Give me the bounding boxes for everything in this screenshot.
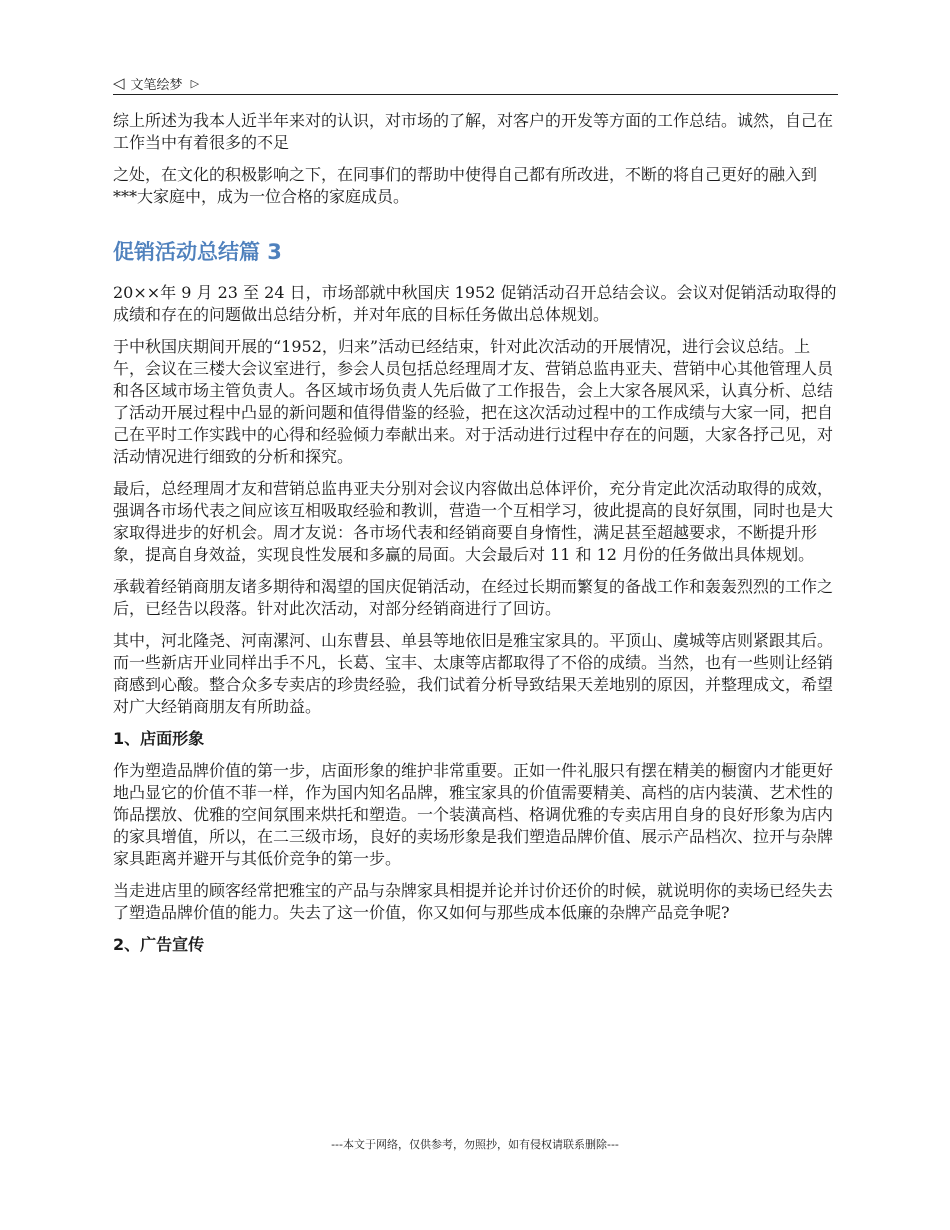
section-title: 促销活动总结篇 3	[113, 240, 282, 264]
subsection-title: 1、店面形象	[113, 729, 205, 748]
paragraph: 承载着经销商朋友诸多期待和渴望的国庆促销活动，在经过长期而繁复的备战工作和轰轰烈烈的工作之后，已经告以段落。针对此次活动，对部分经销商进行了回访。	[113, 577, 834, 618]
paragraph: 20××年 9 月 23 至 24 日，市场部就中秋国庆 1952 促销活动召开总结会议。会议对促销活动取得的成绩和存在的问题做出总结分析，并对年底的目标任务做出总体规划。	[113, 283, 837, 324]
paragraph: 综上所述为我本人近半年来对的认识，对市场的了解，对客户的开发等方面的工作总结。诚然，自己在工作当中有着很多的不足	[113, 111, 834, 152]
paragraph: 当走进店里的顾客经常把雅宝的产品与杂牌家具相提并论并讨价还价的时候，就说明你的卖场已经失去了塑造品牌价值的能力。失去了这一价值，你又如何与那些成本低廉的杂牌产品竞争呢?	[113, 881, 834, 922]
page-header	[113, 72, 838, 95]
triangle-left-icon: ◁	[113, 73, 125, 92]
page-footer: ---本文于网络，仅供参考，勿照抄，如有侵权请联系删除---	[331, 1138, 619, 1151]
paragraph: 最后，总经理周才友和营销总监冉亚夫分别对会议内容做出总体评价，充分肯定此次活动取得的成效，强调各市场代表之间应该互相吸取经验和教训，营造一个互相学习，彼此提高的良好氛围，同时也是大家取得进步的好机会。周才友说：各市场代表和经销商要自身惰性，满足甚至超越要求，不断提升形象，提高自身效益，实现良性发展和多赢的局面。大会最后对 11 和 12 月份的任务做出具体规划。	[113, 479, 834, 564]
paragraph: 之处，在文化的积极影响之下，在同事们的帮助中使得自己都有所改进，不断的将自己更好的融入到***大家庭中，成为一位合格的家庭成员。	[113, 165, 818, 206]
paragraph: 作为塑造品牌价值的第一步，店面形象的维护非常重要。正如一件礼服只有摆在精美的橱窗内才能更好地凸显它的价值不菲一样，作为国内知名品牌，雅宝家具的价值需要精美、高档的店内装潢、艺术性的饰品摆放、优雅的空间氛围来烘托和塑造。一个装潢高档、格调优雅的专卖店用自身的良好形象为店内的家具增值，所以，在二三级市场，良好的卖场形象是我们塑造品牌价值、展示产品档次、拉开与杂牌家具距离并避开与其低价竞争的第一步。	[113, 761, 834, 868]
header-title: 文笔绘梦	[130, 77, 183, 93]
paragraph: 其中，河北隆尧、河南漯河、山东曹县、单县等地依旧是雅宝家具的。平顶山、虞城等店则紧跟其后。而一些新店开业同样出手不凡，长葛、宝丰、太康等店都取得了不俗的成绩。当然，也有一些则让经销商感到心酸。整合众多专卖店的珍贵经验，我们试着分析导致结果天差地别的原因，并整理成文，希望对广大经销商朋友有所助益。	[113, 631, 834, 716]
subsection-title: 2、广告宣传	[113, 935, 205, 954]
document-body	[113, 110, 838, 966]
triangle-right-icon: ▷	[190, 76, 200, 90]
paragraph: 于中秋国庆期间开展的“1952，归来”活动已经结束，针对此次活动的开展情况，进行会议总结。上午，会议在三楼大会议室进行，参会人员包括总经理周才友、营销总监冉亚夫、营销中心其他管理人员和各区域市场主管负责人。各区域市场负责人先后做了工作报告，会上大家各展风采，认真分析、总结了活动开展过程中凸显的新问题和值得借鉴的经验，把在这次活动过程中的工作成绩与大家一同，把自己在平时工作实践中的心得和经验倾力奉献出来。对于活动进行过程中存在的问题，大家各抒己见，对活动情况进行细致的分析和探究。	[113, 337, 834, 466]
